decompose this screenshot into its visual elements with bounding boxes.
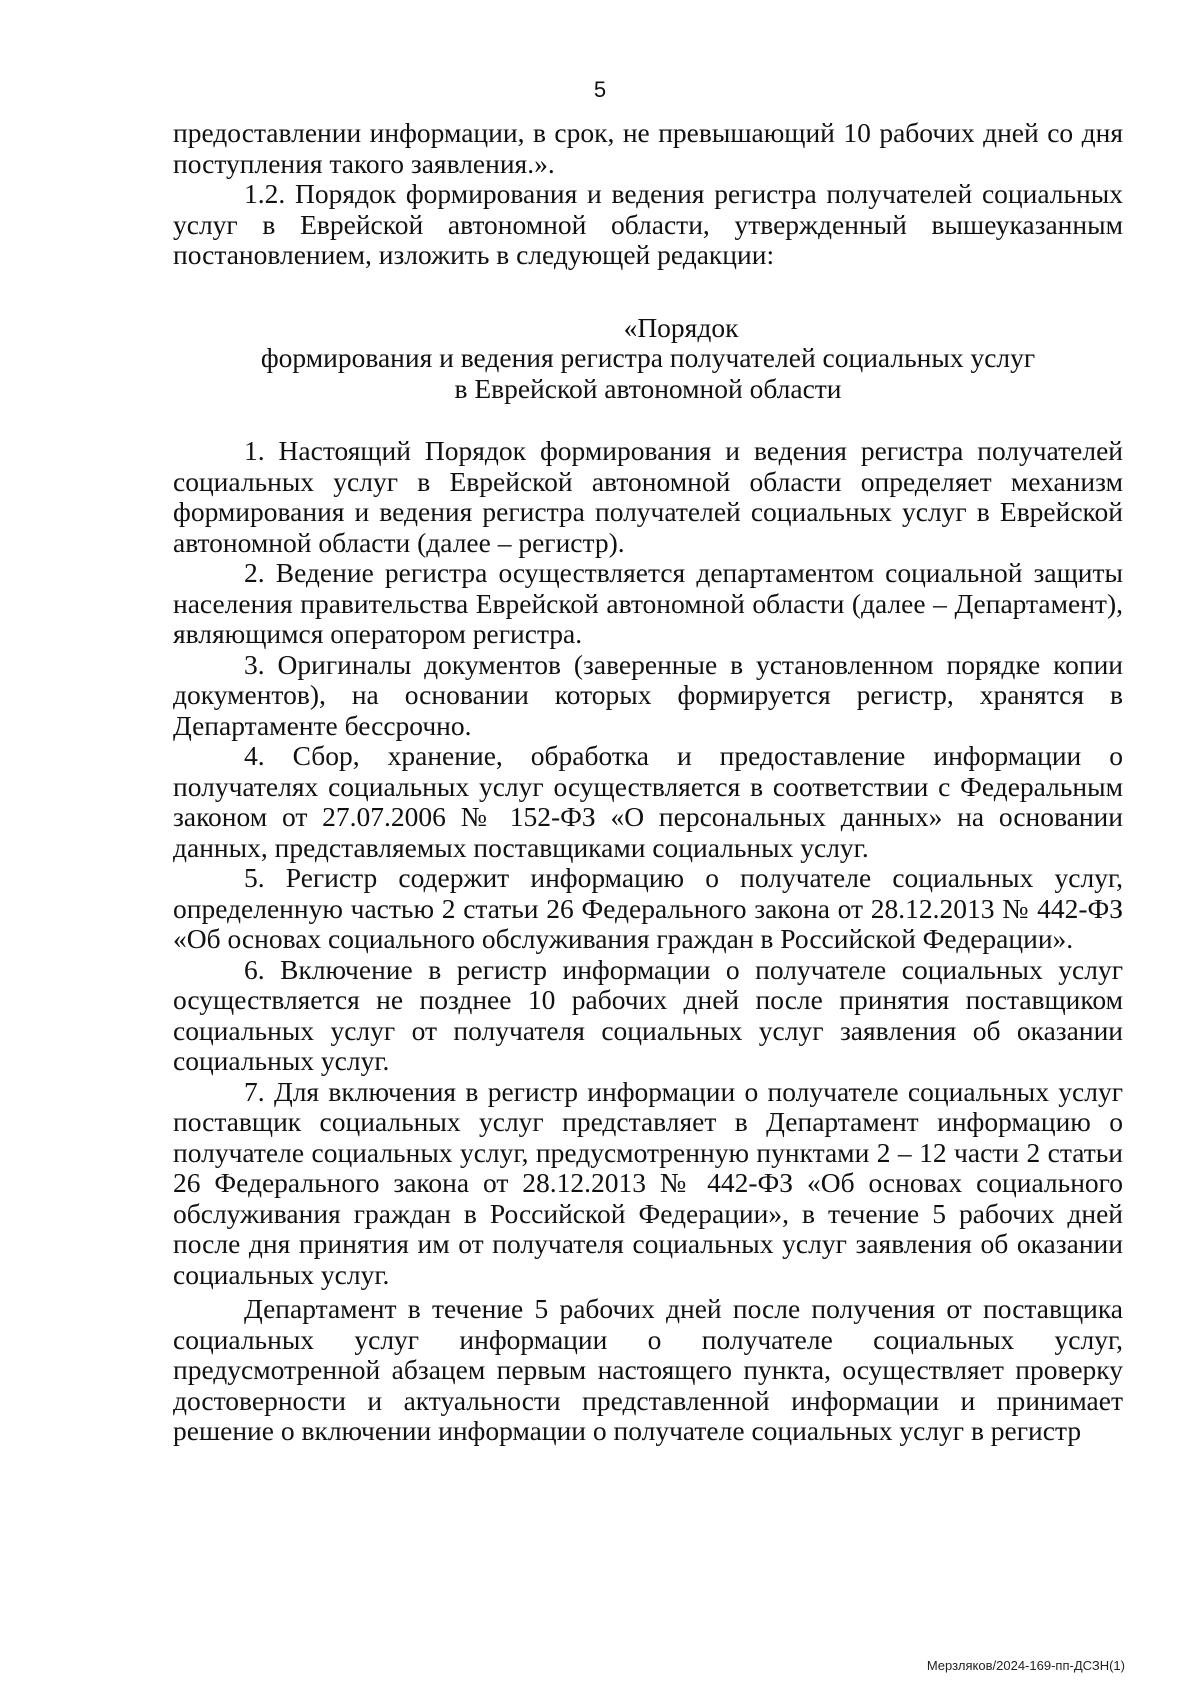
item-1: 1. Настоящий Порядок формирования и ведения регистра получателей социальных услуг в Еврейской автономной области определяет механизм формирования и ведения регистра получателей социальных услуг в Еврейской автономной области (далее – регистр). [173, 435, 1123, 558]
procedure-title-line-1: «Порядок [623, 311, 739, 343]
document-footer-code: Мерзляков/2024-169-пп-ДСЗН(1) [926, 1658, 1125, 1673]
procedure-title [173, 313, 1123, 405]
paragraph-continuation: предоставлении информации, в срок, не превышающий 10 рабочих дней со дня поступления такого заявления.». [173, 117, 1123, 179]
item-3: 3. Оригиналы документов (заверенные в установленном порядке копии документов), на основании которых формируется регистр, хранятся в Департаменте бессрочно. [173, 648, 1123, 741]
procedure-title-line-2: формирования и ведения регистра получателей социальных услуг [260, 342, 1036, 373]
document-body [173, 118, 1123, 1447]
page-number: 5 [593, 77, 607, 102]
item-4: 4. Сбор, хранение, обработка и предоставление информации о получателях социальных услуг осуществляется в соответствии с Федеральным законом от 27.07.2006 № 152-ФЗ «О персональных данных» на основании данных, представляемых поставщиками социальных услуг. [173, 740, 1123, 863]
item-7: 7. Для включения в регистр информации о получателе социальных услуг поставщик социальных услуг представляет в Департамент информацию о получателе социальных услуг, предусмотренную пунктами 2 – 12 части 2 статьи 26 Федерального закона от 28.12.2013 № 442-ФЗ «Об основах социального обслуживания граждан в Российской Федерации», в течение 5 рабочих дней после дня принятия им от получателя социальных услуг заявления об оказании социальных услуг. [173, 1075, 1123, 1290]
item-6: 6. Включение в регистр информации о получателе социальных услуг осуществляется не позднее 10 рабочих дней после принятия поставщиком социальных услуг от получателя социальных услуг заявления об оказании социальных услуг. [173, 953, 1123, 1076]
procedure-title-line-3: в Еврейской автономной области [454, 372, 842, 404]
item-2: 2. Ведение регистра осуществляется департаментом социальной защиты населения правительства Еврейской автономной области (далее – Департамент), являющимся оператором регистра. [173, 557, 1123, 649]
item-7-paragraph-2: Департамент в течение 5 рабочих дней после получения от поставщика социальных услуг информации о получателе социальных услуг, предусмотренной абзацем первым настоящего пункта, осуществляет проверку достоверности и актуальности представленной информации и принимает решение о включении информации о получателе социальных услуг в регистр [173, 1293, 1123, 1446]
paragraph-1-2: 1.2. Порядок формирования и ведения регистра получателей социальных услуг в Еврейской автономной области, утвержденный вышеуказанным постановлением, изложить в следующей редакции: [173, 178, 1123, 270]
item-5: 5. Регистр содержит информацию о получателе социальных услуг, определенную частью 2 статьи 26 Федерального закона от 28.12.2013 № 442-ФЗ «Об основах социального обслуживания граждан в Российской Федерации». [173, 862, 1123, 954]
